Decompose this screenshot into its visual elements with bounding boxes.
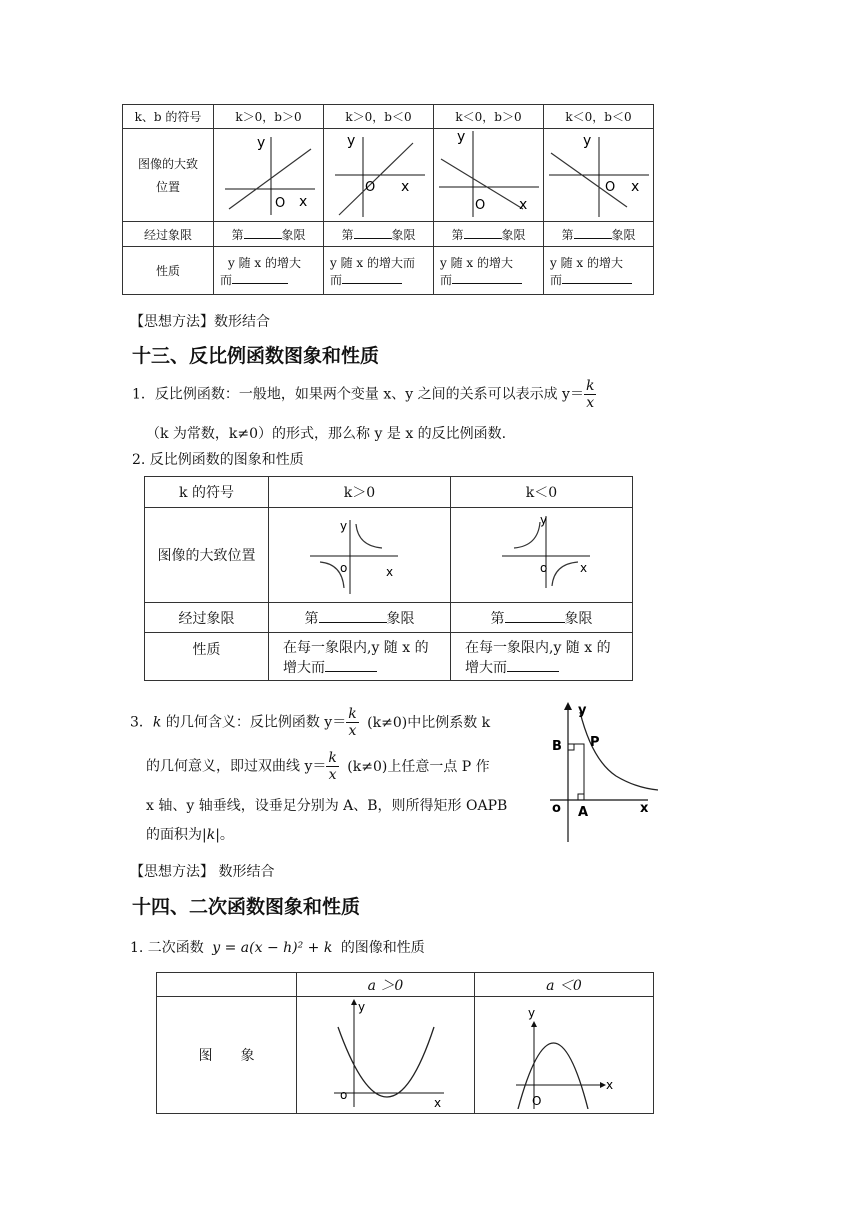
t2-quadrant-blank-2: 第 象限	[451, 603, 633, 633]
origin-label: O	[274, 196, 285, 211]
fraction-k-over-x: $\frac{k}{x}$	[585, 378, 595, 411]
quadratic-table	[156, 972, 654, 1114]
method-note-2: 【思想方法】 数形结合	[130, 864, 275, 880]
t3-graph-apos	[297, 997, 475, 1114]
svg-text:x: x	[579, 561, 587, 575]
property-cell-1: y 随 x 的增大 而	[214, 247, 324, 295]
origin-label: O	[474, 198, 485, 213]
k-geometry-line3: x 轴、y 轴垂线，设垂足分别为 A、B，则所得矩形 OAPB	[146, 798, 508, 814]
table-header-case-3: k＜0，b＞0	[434, 105, 544, 129]
k-geometry-line2: 的几何意义，即过双曲线 y＝ $\frac{k}{x}$ (k≠0)上任意一点 P 作	[146, 750, 490, 783]
svg-text:x: x	[640, 801, 649, 816]
svg-text:P: P	[590, 735, 600, 750]
t2-header-kpos: k＞0	[269, 477, 451, 508]
origin-label: O	[604, 180, 615, 195]
linear-function-table	[122, 104, 654, 295]
graph-cell-3	[434, 129, 544, 222]
axis-y-label: y	[256, 135, 265, 151]
axis-x-label: x	[630, 179, 639, 195]
t2-row-image: 图像的大致位置	[145, 508, 269, 603]
svg-text:o: o	[552, 801, 561, 816]
linear-graph-k-pos-b-neg	[325, 129, 433, 218]
row-label-quadrant: 经过象限	[123, 222, 214, 247]
quadrant-blank-3: 第 象限	[434, 222, 544, 247]
svg-text:O: O	[532, 1094, 542, 1108]
section-13-title: 十三、反比例函数图象和性质	[132, 345, 380, 367]
section-14-title: 十四、二次函数图象和性质	[132, 896, 361, 918]
svg-text:B: B	[552, 739, 562, 754]
method-note-1: 【思想方法】数形结合	[130, 314, 270, 330]
t3-graph-aneg	[475, 997, 654, 1114]
hyperbola-k-pos	[270, 508, 450, 598]
quadrant-blank-1: 第 象限	[214, 222, 324, 247]
linear-graph-k-neg-b-neg	[545, 129, 653, 218]
k-geometry-line1: 3．k 的几何含义：反比例函数 y＝ $\frac{k}{x}$ (k≠0)中比例系数 k	[130, 706, 491, 739]
linear-graph-k-neg-b-pos	[435, 129, 543, 218]
svg-text:o: o	[539, 561, 547, 575]
svg-text:o: o	[339, 561, 347, 575]
linear-graph-k-pos-b-pos	[215, 129, 323, 218]
axis-y-label: y	[456, 129, 465, 145]
svg-text:A: A	[578, 805, 589, 820]
t3-row-image: 图 象	[157, 997, 297, 1114]
axis-y-label: y	[346, 133, 355, 149]
t3-header-apos: a ＞0	[297, 973, 475, 997]
svg-text:y: y	[578, 703, 587, 718]
t2-graph-kneg	[451, 508, 633, 603]
property-cell-3: y 随 x 的增大 而	[434, 247, 544, 295]
axis-x-label: x	[400, 179, 409, 195]
inverse-item2: 2. 反比例函数的图象和性质	[132, 452, 304, 468]
row-label-image-line1: 图像的大致	[137, 157, 198, 171]
rectangle-oapb-figure	[540, 700, 670, 845]
quadratic-item1: 1. 二次函数 y = a(x − h)² + k 的图像和性质	[130, 940, 425, 956]
axis-x-label: x	[518, 197, 527, 213]
svg-text:x: x	[433, 1096, 441, 1109]
graph-cell-4	[544, 129, 654, 222]
table-header-case-4: k＜0，b＜0	[544, 105, 654, 129]
t2-quadrant-blank-1: 第 象限	[269, 603, 451, 633]
graph-cell-2	[324, 129, 434, 222]
t2-property-2: 在每一象限内,y 随 x 的 增大而	[451, 633, 633, 681]
row-label-image-line2: 位置	[155, 180, 180, 194]
t2-row-quadrant: 经过象限	[145, 603, 269, 633]
svg-text:x: x	[385, 565, 393, 579]
property-cell-2: y 随 x 的增大而 而	[324, 247, 434, 295]
svg-text:x: x	[606, 1078, 614, 1092]
t3-header-aneg: a ＜0	[475, 973, 654, 997]
svg-text:y: y	[539, 513, 547, 527]
row-label-property: 性质	[123, 247, 214, 295]
inverse-def-line2: （k 为常数，k≠0）的形式，那么称 y 是 x 的反比例函数.	[146, 426, 507, 442]
row-label-image	[123, 129, 214, 222]
inverse-function-table	[144, 476, 633, 681]
t2-header-kneg: k＜0	[451, 477, 633, 508]
property-cell-4: y 随 x 的增大 而	[544, 247, 654, 295]
axis-y-label: y	[582, 133, 591, 149]
origin-label: O	[364, 180, 375, 195]
inverse-def-line1: 1．反比例函数：一般地，如果两个变量 x、y 之间的关系可以表示成 y＝ $\frac{k}{x}$	[132, 378, 595, 411]
table-header-case-1: k＞0，b＞0	[214, 105, 324, 129]
table-header-case-2: k＞0，b＜0	[324, 105, 434, 129]
svg-text:o: o	[339, 1088, 347, 1102]
t2-property-1: 在每一象限内,y 随 x 的 增大而	[269, 633, 451, 681]
t2-graph-kpos	[269, 508, 451, 603]
t2-header-sign: k 的符号	[145, 477, 269, 508]
t3-header-empty	[157, 973, 297, 997]
quadrant-blank-2: 第 象限	[324, 222, 434, 247]
table-header-sign: k、b 的符号	[123, 105, 214, 129]
svg-text:y: y	[528, 1006, 536, 1020]
svg-text:y: y	[339, 519, 347, 533]
k-geometry-line4: 的面积为|k|。	[146, 827, 234, 843]
hyperbola-k-neg	[452, 508, 632, 598]
quadrant-blank-4: 第 象限	[544, 222, 654, 247]
svg-text:y: y	[357, 1000, 365, 1014]
parabola-opens-up	[298, 997, 474, 1109]
t2-row-property: 性质	[145, 633, 269, 681]
parabola-opens-down	[476, 997, 652, 1109]
graph-cell-1	[214, 129, 324, 222]
axis-x-label: x	[298, 194, 307, 210]
